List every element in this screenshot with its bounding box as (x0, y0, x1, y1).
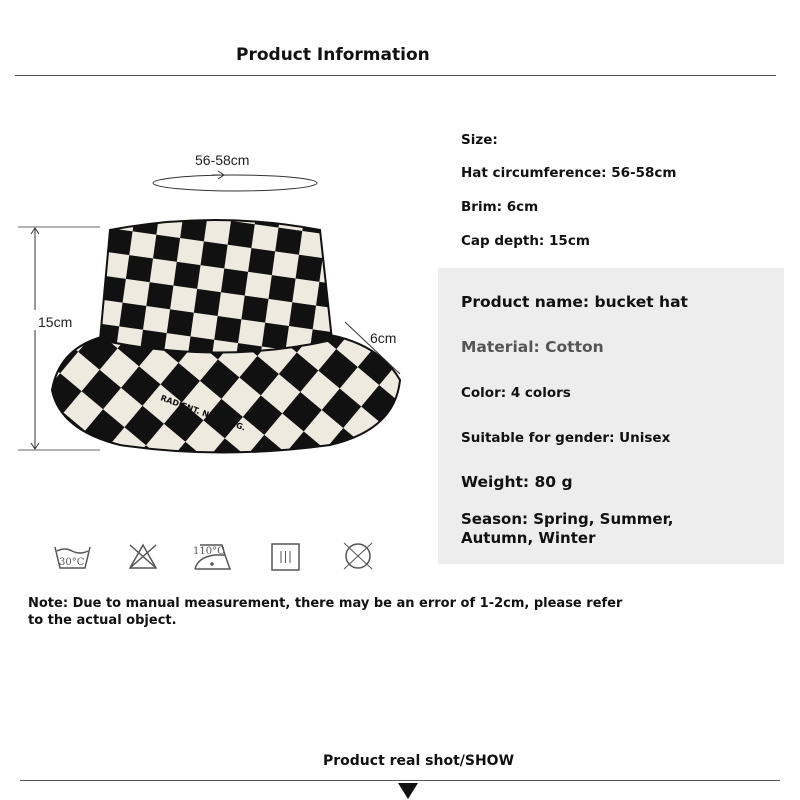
svg-text:30°C: 30°C (59, 557, 85, 568)
depth-spec: Cap depth: 15cm (461, 233, 590, 249)
down-arrow-icon (398, 783, 418, 800)
color: Color: 4 colors (461, 385, 571, 401)
page-title: Product Information (236, 45, 430, 65)
season-line-2: Autumn, Winter (461, 529, 596, 547)
note-line-2: to the actual object. (28, 613, 177, 628)
section-title: Product real shot/SHOW (323, 753, 515, 769)
season (461, 510, 673, 548)
circumference-spec: Hat circumference: 56-58cm (461, 165, 677, 181)
gender: Suitable for gender: Unisex (461, 430, 671, 446)
svg-text:110°C: 110°C (193, 546, 225, 557)
hat-crown (100, 220, 332, 353)
size-heading: Size: (461, 132, 498, 148)
iron-110-icon (193, 545, 230, 569)
no-tumble-dry-icon (344, 543, 372, 569)
divider (20, 780, 780, 781)
arrow-icon (212, 171, 224, 179)
circumference-label: 56-58cm (195, 152, 250, 168)
height-label: 15cm (38, 314, 73, 330)
season-line-1: Season: Spring, Summer, (461, 510, 674, 528)
brim-spec: Brim: 6cm (461, 199, 539, 215)
hat-diagram (0, 140, 430, 470)
measurement-note (28, 595, 622, 629)
divider (15, 75, 776, 76)
weight: Weight: 80 g (461, 473, 573, 491)
care-icons (40, 535, 390, 575)
brim-label: 6cm (370, 330, 397, 346)
details-panel (438, 268, 784, 564)
no-bleach-icon (130, 545, 156, 568)
drip-dry-icon (272, 544, 299, 570)
material: Material: Cotton (461, 338, 604, 356)
hat-print: RADIENT. NIESSING. (159, 393, 247, 433)
note-line-1: Note: Due to manual measurement, there may be an error of 1-2cm, please refer (28, 596, 623, 611)
product-name: Product name: bucket hat (461, 293, 688, 311)
wash-30-icon (55, 547, 90, 568)
circumference-ellipse (153, 175, 317, 191)
